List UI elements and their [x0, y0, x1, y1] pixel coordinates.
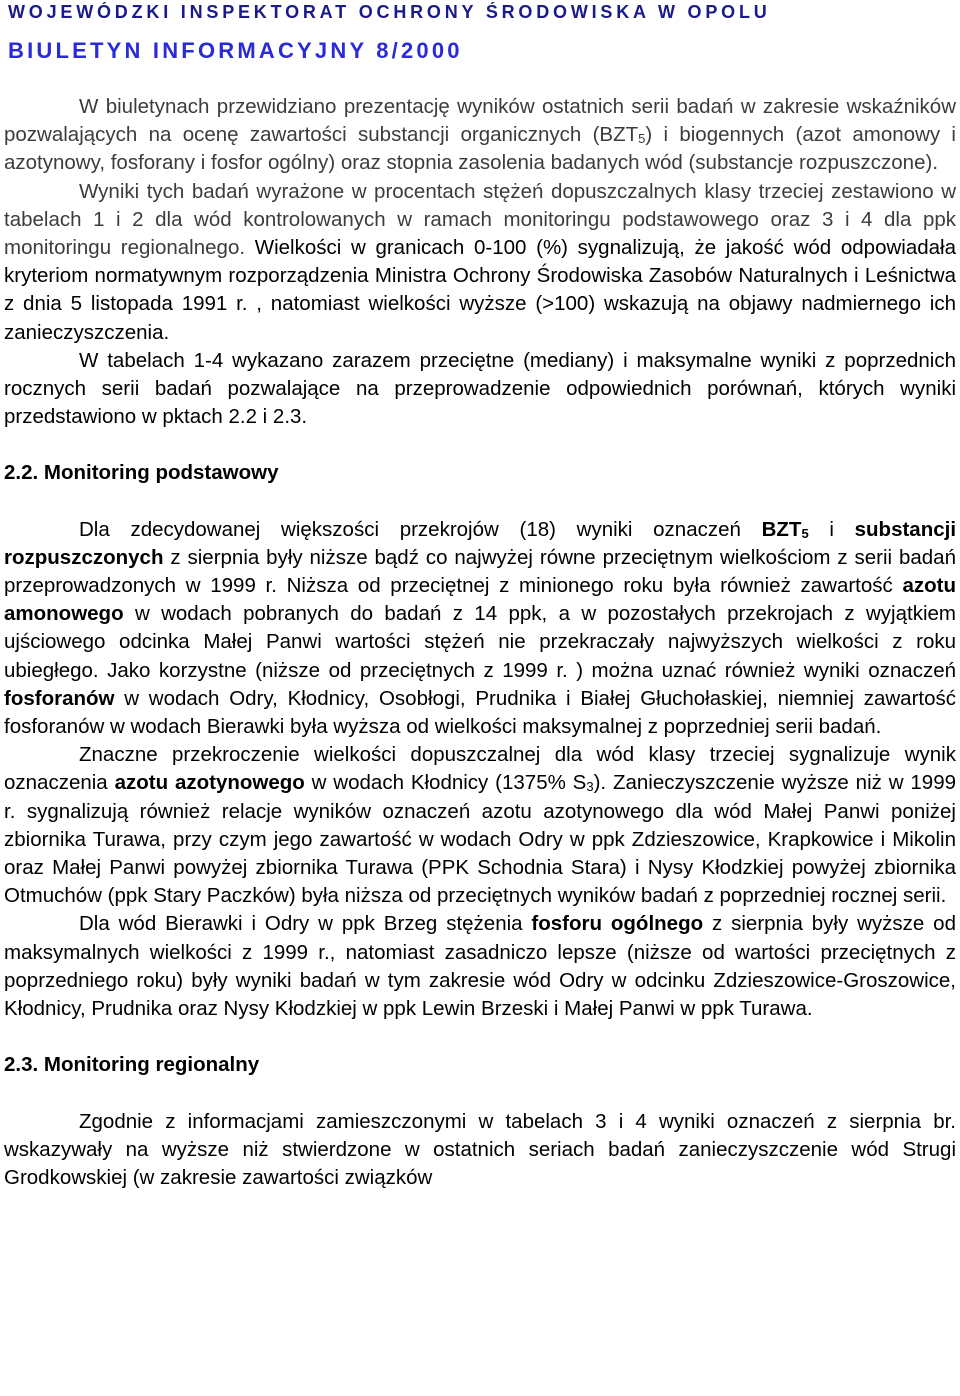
s22p1-bold-azot-amonowy: azotu amonowego — [4, 574, 956, 626]
s22p1-text-4: w wodach pobranych do badań z 14 ppk, a w pozostałych przekrojach z wyjątkiem ujściowego odcinka Małej Panwi wartości stężeń nie przekraczały najwyższych wielkości z roku ubiegłego. Jako korzystne (niższe od przeciętnych z 1999 r. ) można uznać również wyniki oznaczeń — [4, 602, 956, 682]
s22p1-text-3: z sierpnia były niższe bądź co najwyżej równe przeciętnym wielkościom z serii badań przeprowadzonych w 1999 r. Niższa od przeciętnej z minionego roku była również zawartość — [4, 545, 956, 598]
section22-paragraph-1 — [4, 516, 956, 742]
s22p1-text-2: i — [808, 517, 855, 541]
s22p1-bold-bzt-sub: 5 — [801, 525, 809, 541]
section22-paragraph-2 — [4, 741, 956, 910]
s22p1-bold-bzt-text: BZT — [761, 517, 802, 541]
intro-p2-text-b: Wielkości w granicach 0-100 (%) sygnalizują, że jakość wód odpowiadała kryteriom normatywnym rozporządzenia Ministra Ochrony Środowiska Zasobów Naturalnych i Leśnictwa z dnia 5 listopada 1991 r. , natomiast wielkości wyższe (>100) wskazują na objawy nadmiernego ich zanieczyszczenia. — [4, 236, 957, 344]
s22p3-bold-fosfor: fosforu ogólnego — [531, 912, 704, 936]
section23-paragraph-1: Zgodnie z informacjami zamieszczonymi w tabelach 3 i 4 wyniki oznaczeń z sierpnia br. wskazywały na wyższe niż stwierdzone w ostatnich seriach badań zanieczyszczenie wód Strugi Grodkowskiej (w zakresie zawartości związków — [4, 1109, 956, 1189]
s22p1-bold-bzt — [762, 518, 809, 541]
section-heading-monitoring-regionalny: 2.3. Monitoring regionalny — [4, 1053, 260, 1077]
intro-p1-subscript: 5 — [638, 131, 646, 147]
s22p2-text-3: ). Zanieczyszczenie wyższe niż w 1999 r. sygnalizują również relacje wyników oznaczeń azotu azotynowego dla wód Małej Panwi poniżej zbiornika Turawa, przy czym jego zawartość w wodach Odry w ppk Zdzieszowice, Krapkowice i Mikolin oraz Małej Panwi powyżej zbiornika Turawa (PPK Schodnia Stara) i Nysy Kłodzkiej powyżej zbiornika Otmuchów (ppk Stary Paczków) była niższa od przeciętnych wyników badań z poprzedniej rocznej serii. — [4, 771, 956, 908]
s22p3-text-2: z sierpnia były wyższe od maksymalnych wielkości z 1999 r., natomiast zasadniczo lepsze (niższe od wartości przeciętnych z poprzedniego roku) były wyniki badań w tym zakresie wód Odry w odcinku Zdzieszowice-Groszowice, Kłodnicy, Prudnika oraz Nysy Kłodzkiej w ppk Lewin Brzeski i Małej Panwi w ppk Turawa. — [4, 912, 956, 1021]
s22p2-subscript: 3 — [586, 779, 594, 795]
intro-paragraph-2 — [4, 178, 956, 347]
s22p1-bold-fosforany: fosforanów — [4, 686, 115, 710]
intro-p2-text-a: Wyniki tych badań wyrażone w procentach stężeń dopuszczalnych klasy trzeciej zestawiono w tabelach 1 i 2 dla wód kontrolowanych w ramach monitoringu podstawowego oraz 3 i 4 dla ppk monitoringu regionalnego. — [4, 179, 956, 260]
intro-p1-text-a: W biuletynach przewidziano prezentację wyników ostatnich serii badań w zakresie wskaźników pozwalających na ocenę zawartości substancji organicznych (BZT — [4, 95, 956, 147]
bulletin-title: BIULETYN INFORMACYJNY 8/2000 — [8, 38, 463, 63]
s22p2-text-1: Znaczne przekroczenie wielkości dopuszczalnej dla wód klasy trzeciej sygnalizuje wynik oznaczenia — [4, 743, 956, 795]
s22p1-text-1: Dla zdecydowanej większości przekrojów (18) wyniki oznaczeń — [79, 517, 762, 541]
s22p2-bold-azot-azotynowy: azotu azotynowego — [114, 771, 305, 795]
document-body — [4, 93, 956, 1192]
s22p1-bold-substancje: substancji rozpuszczonych — [4, 517, 957, 569]
intro-paragraph-3: W tabelach 1-4 wykazano zarazem przeciętne (mediany) i maksymalne wyniki z poprzednich rocznych serii badań pozwalające na przeprowadzenie odpowiednich porównań, których wyniki przedstawiono w pktach 2.2 i 2.3. — [4, 348, 956, 429]
section-heading-monitoring-podstawowy: 2.2. Monitoring podstawowy — [4, 461, 279, 485]
institution-header: WOJEWÓDZKI INSPEKTORAT OCHRONY ŚRODOWISKA W OPOLU — [8, 2, 771, 22]
s22p1-text-5: w wodach Odry, Kłodnicy, Osobłogi, Prudnika i Białej Głuchołaskiej, niemniej zawartość fosforanów w wodach Bierawki była wyższa od wielkości maksymalnej z poprzedniej serii badań. — [4, 686, 956, 739]
section22-paragraph-3 — [4, 910, 956, 1023]
s22p3-text-1: Dla wód Bierawki i Odry w ppk Brzeg stężenia — [79, 912, 532, 936]
intro-p1-text-b: ) i biogennych (azot amonowy i azotynowy, fosforany i fosfor ogólny) oraz stopnia zasolenia badanych wód (substancje rozpuszczone). — [4, 123, 956, 175]
intro-paragraph-1 — [4, 93, 956, 178]
s22p2-text-2: w wodach Kłodnicy (1375% S — [304, 771, 587, 795]
